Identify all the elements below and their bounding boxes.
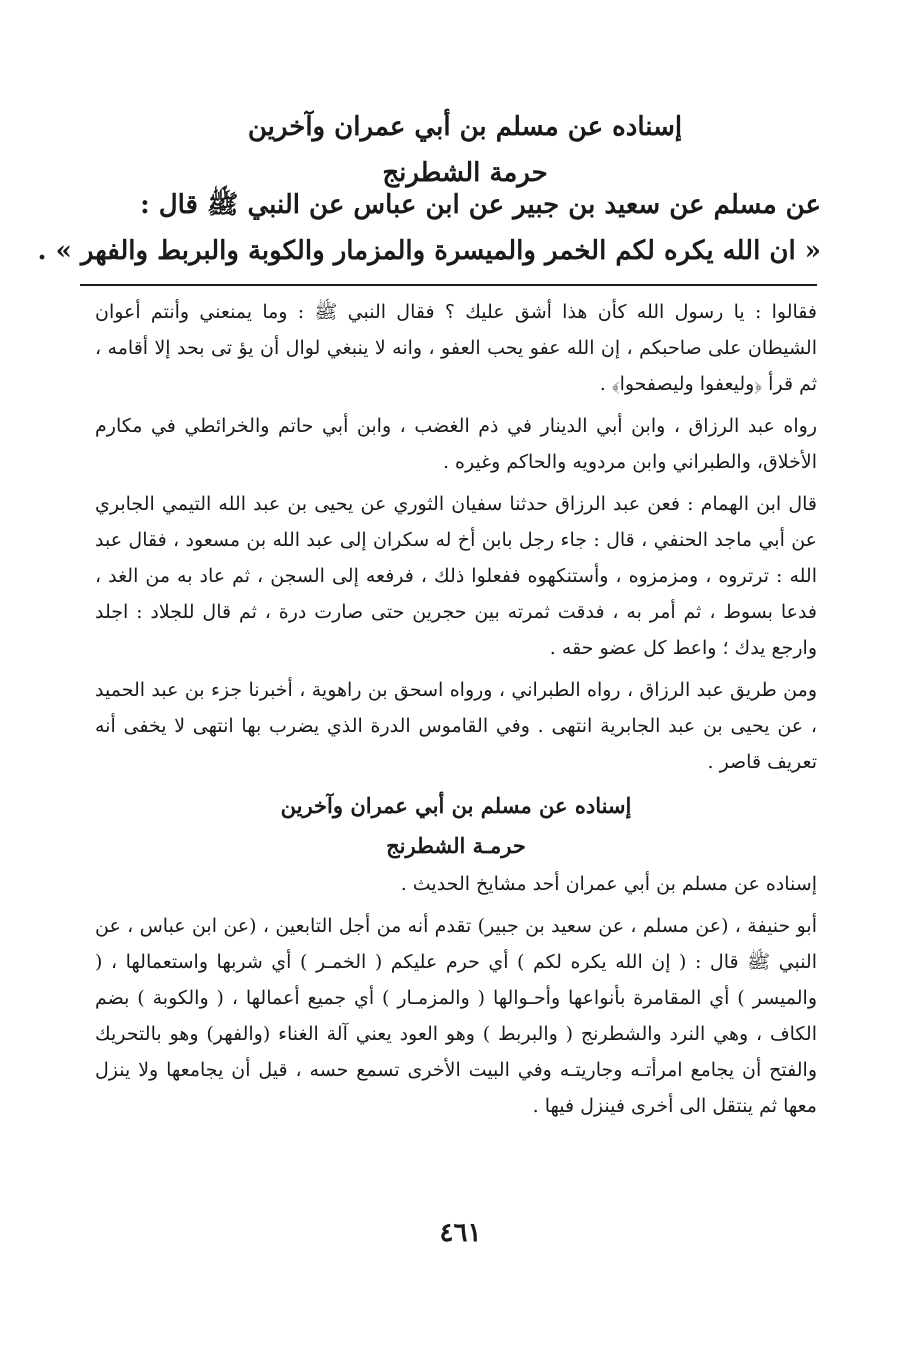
page-subtitle: حرمة الشطرنج (382, 158, 548, 188)
commentary-paragraph: رواه عبد الرزاق ، وابن أبي الدينار في ذم الغضب ، وابن أبي حاتم والخرائطي في مكارم الأخلاق، والطبراني وابن مردويه والحاكم وغيره . (95, 415, 817, 473)
commentary-paragraph: ومن طريق عبد الرزاق ، رواه الطبراني ، ورواه اسحق بن راهوية ، أخبرنا جزء بن عبد الحميد ، عن يحيى بن عبد الجابرية انتهى . وفي القاموس الدرة الذي يضرب بها انتهى لا يخفى أنه تعريف قاصر . (95, 679, 817, 773)
section-heading: إسناده عن مسلم بن أبي عمران وآخرين (280, 793, 632, 818)
hadith-line-2: « ان الله يكره لكم الخمر والميسرة والمزمار والكوبة والبربط والفهر » . (37, 236, 821, 266)
section-subheading: حرمـة الشطرنج (386, 833, 526, 858)
page-title: إسناده عن مسلم بن أبي عمران وآخرين (247, 112, 683, 142)
page-number: ٤٦١ (439, 1218, 482, 1248)
commentary-paragraph: أبو حنيفة ، (عن مسلم ، عن سعيد بن جبير) تقدم أنه من أجل التابعين ، (عن ابن عباس ، عن النبي ﷺ قال : ( إن الله يكره لكم ) أي حرم عليكم ( الخمـر ) أي شربها واستعمالها ، ( والميسر ) أي المقامرة بأنواعها وأحـوالها ( والمزمـار ) أي جميع أعمالها ، ( والكوبة ) بضم الكاف ، وهي النرد والشطرنج ( والبربط ) وهو العود يعني آلة الغناء (والفهر) وهو بالتحريك والفتح أن يجامع امرأتـه وجاريتـه وفي البيت الأخرى تسمع حسه ، قيل أن يجامعها ولا ينزل معها ثم ينتقل الى أخرى فينزل فيها . (95, 915, 817, 1117)
commentary-paragraph: قال ابن الهمام : فعن عبد الرزاق حدثنا سفيان الثوري عن يحيى بن عبد الله التيمي الجابري عن أبي ماجد الحنفي ، قال : جاء رجل بابن أخ له سكران إلى عبد الله بن مسعود ، فقال عبد الله : ترتروه ، ومزمزوه ، وأستنكهوه ففعلوا ذلك ، فرفعه إلى السجن ، ثم عاد به من الغد ، فدعا بسوط ، ثم أمر به ، فدقت ثمرته بين حجرين حتى صارت درة ، ثم قال للجلاد : اجلد وارجع يدك ؛ واعط كل عضو حقه . (95, 493, 817, 659)
commentary-body (95, 294, 817, 1130)
section-intro: إسناده عن مسلم بن أبي عمران أحد مشايخ الحديث . (400, 873, 817, 895)
hadith-text (37, 182, 821, 274)
hadith-line-1: عن مسلم عن سعيد بن جبير عن ابن عباس عن النبي ﷺ قال : (140, 190, 821, 220)
divider-line (80, 284, 817, 286)
commentary-paragraph: فقالوا : يا رسول الله كأن هذا أشق عليك ؟ فقال النبي ﷺ : وما يمنعني وأنتم أعوان الشيطان على صاحبكم ، إن الله عفو يحب العفو ، وانه لا ينبغي لوال أن يؤ تى بحد إلا أقامه ، ثم قرأ ﴿وليعفوا وليصفحوا﴾ . (95, 301, 817, 395)
